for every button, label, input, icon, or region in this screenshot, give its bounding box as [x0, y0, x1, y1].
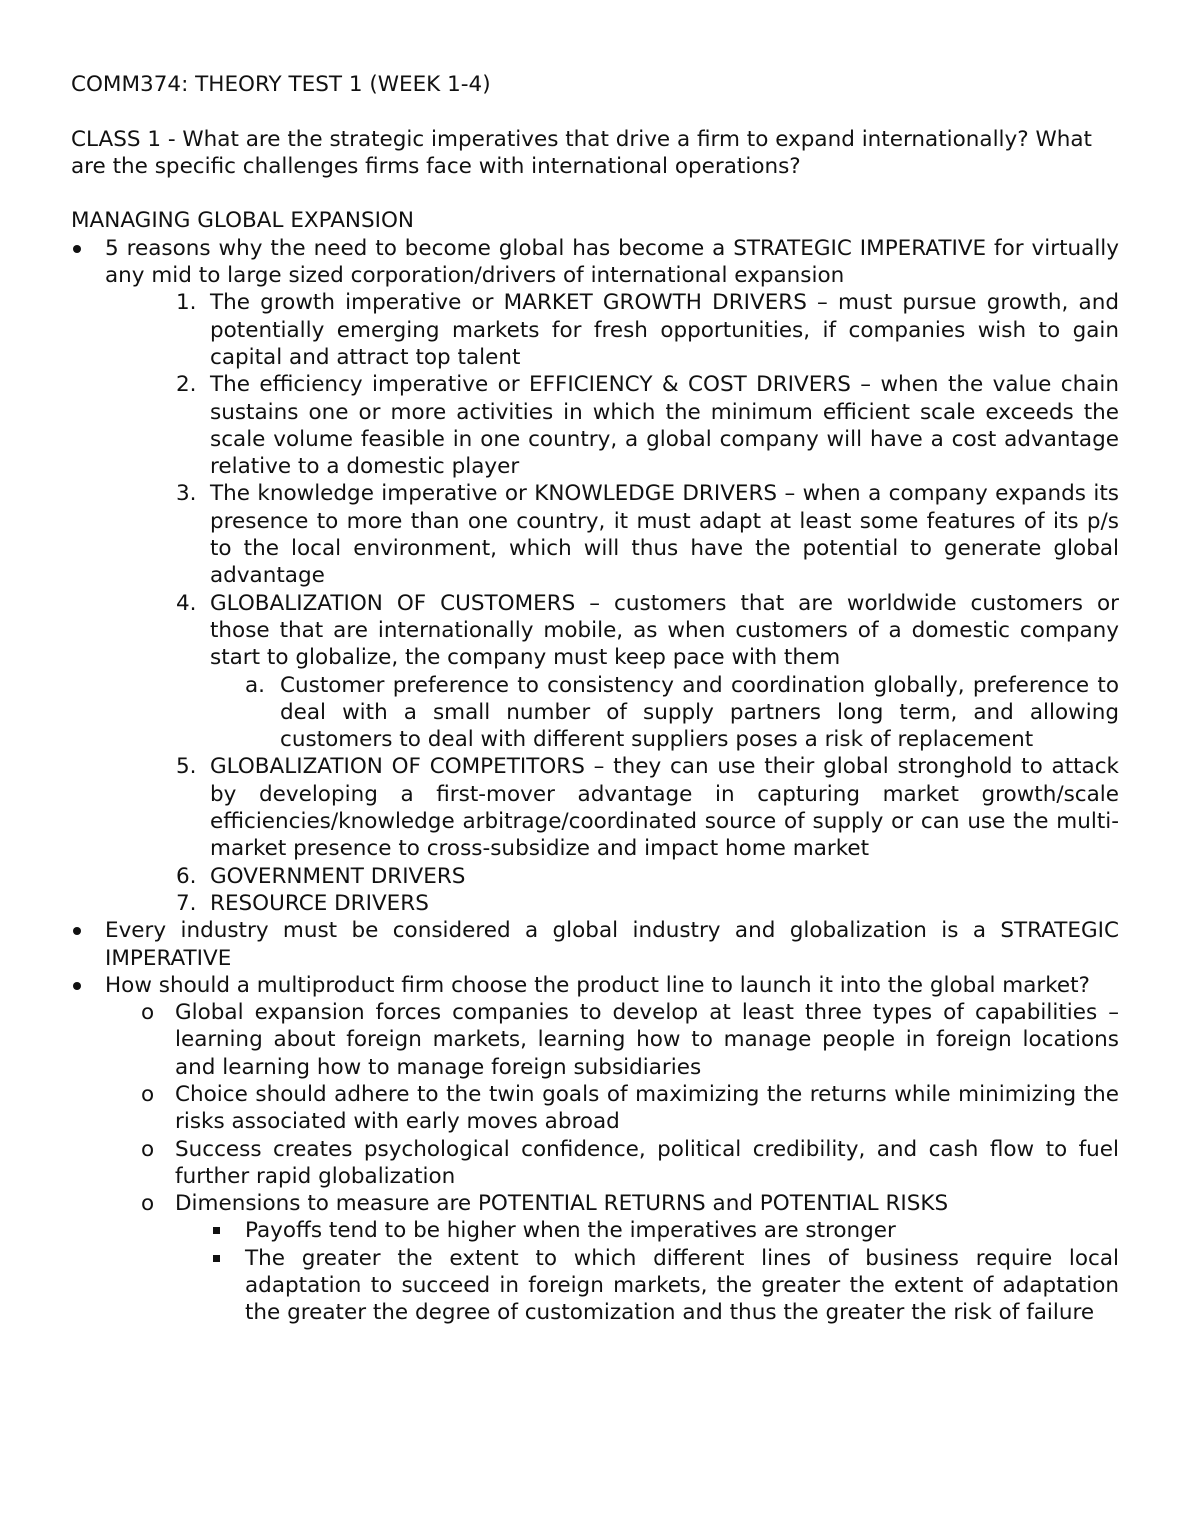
numbered-item-4 [71, 590, 1119, 672]
numbered-item-3 [71, 480, 1119, 589]
item-text: Payoffs tend to be higher when the imperatives are stronger [245, 1218, 896, 1244]
numbered-item-1 [71, 289, 1119, 371]
item-text: Global expansion forces companies to develop at least three types of capabilities – learning about foreign markets, learning how to manage people in foreign locations and learning how to manage foreign subsidiaries [175, 1000, 1119, 1080]
item-text: Customer preference to consistency and coordination globally, preference to deal with a small number of supply partners long term, and allowing customers to deal with different suppliers poses a risk of replacement [280, 672, 1119, 753]
numbered-item-5 [71, 753, 1119, 862]
list-number: 1. [176, 290, 197, 316]
item-text: The greater the extent to which different lines of business require local adaptation to succeed in foreign markets, the greater the extent of adaptation the greater the degree of customization and thus the greater the risk of failure [245, 1245, 1119, 1326]
sub-bullet-item [71, 999, 1119, 1081]
sub-bullet-item [71, 1190, 1119, 1217]
square-bullet-icon [213, 1227, 220, 1234]
bullet-item [71, 235, 1119, 290]
sub-bullet-item [71, 1136, 1119, 1191]
circle-bullet-icon: o [141, 1000, 155, 1026]
item-text: The growth imperative or MARKET GROWTH DRIVERS – must pursue growth, and potentially emerging markets for fresh opportunities, if companies wish to gain capital and attract top talent [210, 290, 1119, 370]
bullet-text: How should a multiproduct firm choose the product line to launch it into the global market? [105, 972, 1090, 998]
class-question: CLASS 1 - What are the strategic imperatives that drive a firm to expand internationally? What are the specific challenges firms face with international operations? [71, 126, 1092, 179]
bullet-item [71, 917, 1119, 972]
numbered-item-7 [71, 890, 1119, 917]
item-text: Choice should adhere to the twin goals of maximizing the returns while minimizing the risks associated with early moves abroad [175, 1081, 1119, 1135]
bullet-text: 5 reasons why the need to become global has become a STRATEGIC IMPERATIVE for virtually any mid to large sized corporation/drivers of international expansion [105, 235, 1119, 289]
numbered-item-2 [71, 371, 1119, 480]
item-text: GLOBALIZATION OF COMPETITORS – they can use their global stronghold to attack by developing a first-mover advantage in capturing market growth/scale efficiencies/knowledge arbitrage/coordinated source of supply or can use the multi-market presence to cross-subsidize and impact home market [210, 754, 1119, 862]
square-bullet-icon [213, 1255, 220, 1262]
bullet-icon [73, 982, 81, 990]
item-text: The knowledge imperative or KNOWLEDGE DRIVERS – when a company expands its presence to more than one country, it must adapt at least some features of its p/s to the local environment, which will thus have the potential to generate global advantage [210, 481, 1119, 589]
item-text: GOVERNMENT DRIVERS [210, 863, 466, 889]
section-heading: MANAGING GLOBAL EXPANSION [71, 208, 415, 234]
bullet-icon [73, 245, 81, 253]
circle-bullet-icon: o [141, 1081, 155, 1107]
item-text: Success creates psychological confidence, political credibility, and cash flow to fuel further rapid globalization [175, 1136, 1119, 1189]
square-bullet-item [71, 1217, 1119, 1244]
document-page [71, 71, 1119, 1327]
sub-bullet-item [71, 1081, 1119, 1136]
square-bullet-item [71, 1245, 1119, 1327]
item-text: The efficiency imperative or EFFICIENCY & COST DRIVERS – when the value chain sustains one or more activities in which the minimum efficient scale exceeds the scale volume feasible in one country, a global company will have a cost advantage relative to a domestic player [210, 372, 1119, 480]
document-title: COMM374: THEORY TEST 1 (WEEK 1-4) [71, 72, 491, 97]
bullet-item [71, 972, 1119, 999]
list-number: 6. [176, 863, 197, 889]
circle-bullet-icon: o [141, 1191, 155, 1217]
circle-bullet-icon: o [141, 1136, 155, 1162]
numbered-item-6 [71, 863, 1119, 890]
list-number: 5. [176, 754, 197, 780]
item-text: GLOBALIZATION OF CUSTOMERS – customers that are worldwide customers or those that are internationally mobile, as when customers of a domestic company start to globalize, the company must keep pace with them [210, 590, 1119, 671]
lettered-item-a [71, 672, 1119, 754]
bullet-icon [73, 927, 81, 935]
item-text: Dimensions to measure are POTENTIAL RETURNS and POTENTIAL RISKS [175, 1191, 949, 1217]
list-number: 2. [176, 372, 197, 398]
list-number: 3. [176, 481, 197, 507]
item-text: RESOURCE DRIVERS [210, 890, 429, 916]
list-number: 4. [176, 590, 197, 616]
list-number: 7. [176, 890, 197, 916]
list-letter: a. [245, 672, 266, 698]
bullet-text: Every industry must be considered a global industry and globalization is a STRATEGIC IMPERATIVE [105, 918, 1119, 971]
